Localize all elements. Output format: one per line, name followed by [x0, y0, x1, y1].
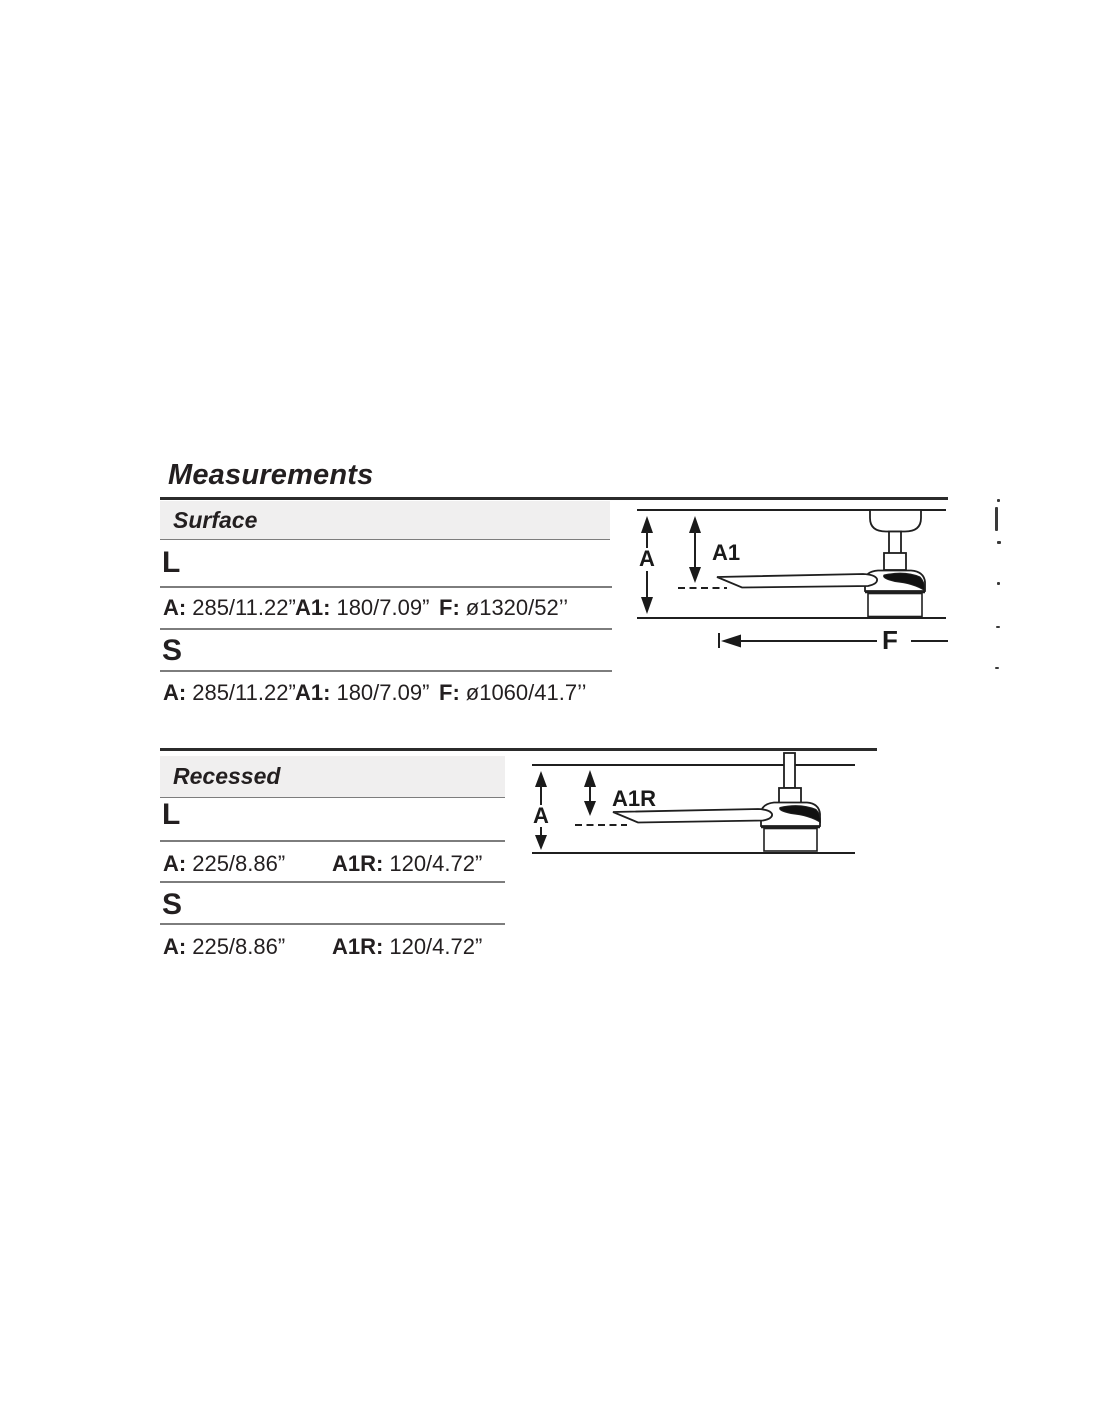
dimension-arrow-a	[639, 516, 655, 614]
divider-rule	[160, 670, 612, 672]
label-a: A	[533, 803, 549, 828]
dimension-line-f	[719, 625, 948, 655]
arrowhead-up	[689, 516, 701, 533]
dim-a-value: 225/8.86”	[192, 851, 286, 876]
cropped-edge-artifact	[997, 582, 1000, 585]
arrowhead-down	[641, 597, 653, 614]
dim-a-label: A:	[163, 595, 187, 620]
label-a: A	[639, 546, 655, 571]
dim-a1	[295, 680, 429, 706]
dim-a1r	[332, 934, 482, 960]
dim-a-label: A:	[163, 851, 187, 876]
divider-rule	[160, 840, 505, 842]
page-title: Measurements	[168, 459, 374, 491]
arrowhead-up	[535, 771, 547, 787]
label-f: F	[882, 625, 898, 655]
cropped-edge-artifact	[995, 667, 999, 669]
divider-rule	[160, 586, 612, 588]
dim-a	[163, 680, 296, 706]
arrowhead-left	[721, 635, 741, 648]
recessed-row-s-values	[163, 934, 513, 960]
dim-a1-value: 180/7.09”	[336, 595, 430, 620]
dim-f	[439, 680, 586, 706]
surface-section-header	[160, 501, 610, 540]
dim-a1r-value: 120/4.72”	[389, 934, 483, 959]
fan-blade	[613, 809, 772, 823]
recessed-header-label: Recessed	[173, 763, 281, 789]
dim-f	[439, 595, 568, 621]
fan-collar	[779, 788, 801, 803]
dim-a-label: A:	[163, 680, 187, 705]
dim-f-label: F:	[439, 595, 460, 620]
arrowhead-down	[535, 835, 547, 850]
surface-row-l-values	[163, 595, 623, 621]
divider-rule	[160, 628, 612, 630]
recessed-row-l-values	[163, 851, 513, 877]
recessed-row-s-size: S	[162, 888, 183, 921]
dim-f-label: F:	[439, 680, 460, 705]
dim-a	[163, 934, 285, 960]
dim-f-value: ø1060/41.7’’	[465, 680, 587, 705]
arrowhead-down	[689, 567, 701, 583]
dim-a-value: 285/11.22”	[192, 595, 296, 620]
fan-light-kit	[868, 594, 922, 617]
dimension-arrow-a1r	[584, 770, 656, 816]
fan-downrod	[784, 753, 795, 788]
surface-row-l-size: L	[162, 546, 181, 579]
divider-rule	[160, 881, 505, 883]
arrowhead-down	[584, 801, 596, 816]
divider-rule	[160, 923, 505, 925]
fan-canopy	[870, 510, 921, 532]
label-a1r: A1R	[612, 786, 657, 811]
dim-a1-label: A1:	[295, 680, 331, 705]
fan-downrod	[889, 532, 901, 554]
dim-a-label: A:	[163, 934, 187, 959]
dim-a1r-label: A1R:	[332, 934, 384, 959]
arrowhead-up	[584, 770, 596, 787]
dim-a-value: 225/8.86”	[192, 934, 286, 959]
arrowhead-up	[641, 516, 653, 533]
dim-a	[163, 595, 296, 621]
dim-a1-value: 180/7.09”	[336, 680, 430, 705]
surface-mount-diagram	[630, 495, 950, 655]
dim-f-value: ø1320/52’’	[465, 595, 569, 620]
recessed-section-header	[160, 756, 505, 798]
dim-a1r-label: A1R:	[332, 851, 384, 876]
dim-a1	[295, 595, 429, 621]
dim-a1r	[332, 851, 482, 877]
dim-a-value: 285/11.22”	[192, 680, 296, 705]
fan-light-kit	[764, 829, 817, 852]
fan-collar	[884, 553, 906, 570]
dimension-arrow-a	[533, 771, 549, 850]
dim-a1r-value: 120/4.72”	[389, 851, 483, 876]
dim-a	[163, 851, 285, 877]
label-a1: A1	[712, 540, 741, 565]
dim-a1-label: A1:	[295, 595, 331, 620]
surface-header-label: Surface	[173, 506, 258, 533]
cropped-edge-artifact	[995, 507, 998, 531]
recessed-row-l-size: L	[162, 798, 181, 831]
cropped-edge-artifact	[997, 499, 1000, 502]
dimension-arrow-a1	[689, 516, 740, 583]
fan-blade	[717, 574, 877, 588]
recessed-mount-diagram	[528, 748, 858, 860]
cropped-edge-artifact	[997, 541, 1001, 544]
surface-row-s-values	[163, 680, 623, 706]
cropped-edge-artifact	[996, 626, 1000, 628]
surface-row-s-size: S	[162, 634, 183, 667]
